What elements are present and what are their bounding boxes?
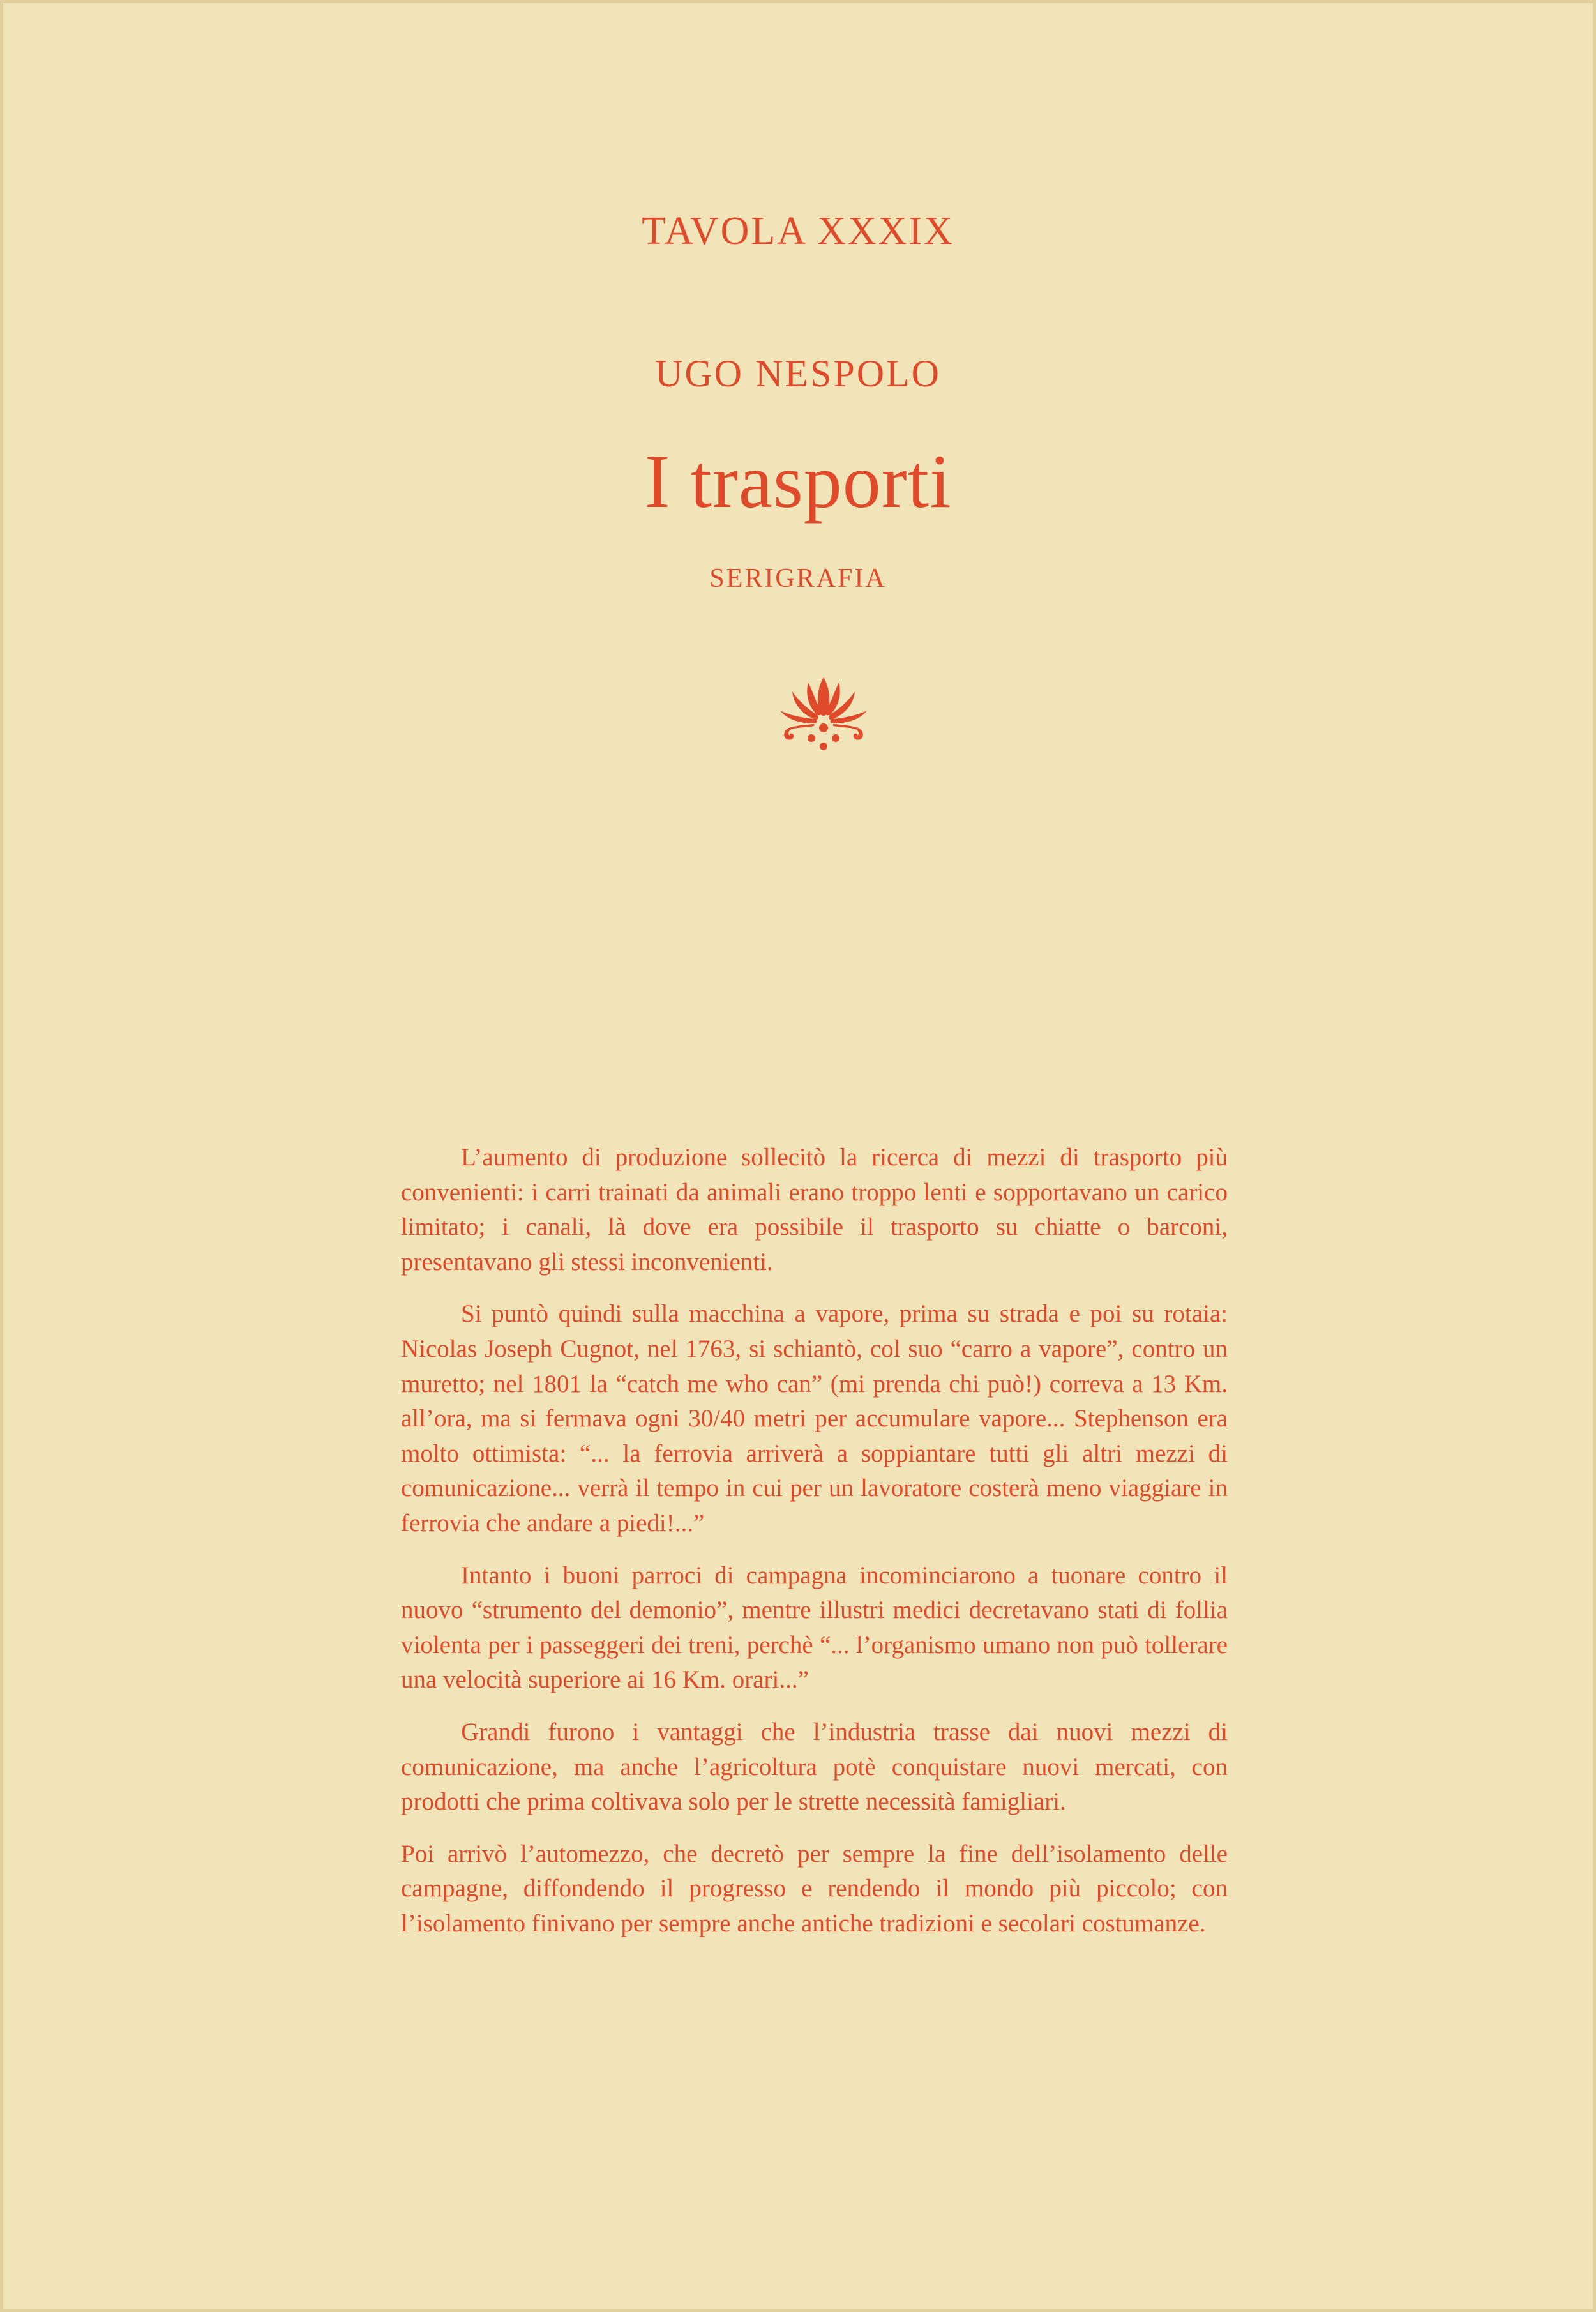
author-name: UGO NESPOLO [654,352,942,395]
paragraph: Grandi furono i vantaggi che l’industria trasse dai nuovi mezzi di comunicazione, ma anche l’agricoltura potè conquistare nuovi mercati, con prodotti che prima coltivava solo per le strette necessità famigliari. [401,1718,1228,1816]
palmette-icon [778,675,869,752]
paragraph: L’aumento di produzione sollecitò la ricerca di mezzi di trasporto più convenienti: i carri trainati da animali erano troppo lenti e sopportavano un carico limitato; i canali, là dove era possibile il trasporto su chiatte o barconi, presentavano gli stessi inconvenienti. [401,1144,1228,1276]
paragraph: Si puntò quindi sulla macchina a vapore, prima su strada e poi su rotaia: Nicolas Joseph Cugnot, nel 1763, si schiantò, col suo “carro a vapore”, contro un muretto; nel 1801 la “catch me who can” (mi prenda chi può!) correva a 13 Km. all’ora, ma si fermava ogni 30/40 metri per accumulare vapore... Stephenson era molto ottimista: “... la ferrovia arriverà a soppiantare tutti gli altri mezzi di comunicazione... verrà il tempo in cui per un lavoratore costerà meno viaggiare in ferrovia che andare a piedi!...” [401,1300,1228,1537]
body-text [401,1140,1228,1958]
plate-number: TAVOLA XXXIX [642,209,954,253]
technique-label: SERIGRAFIA [709,564,887,593]
paragraph: Poi arrivò l’automezzo, che decretò per sempre la fine dell’isolamento delle campagne, diffondendo il progresso e rendendo il mondo più piccolo; con l’isolamento finivano per sempre anche antiche tradizioni e secolari costumanze. [401,1840,1228,1937]
paragraph: Intanto i buoni parroci di campagna incominciarono a tuonare contro il nuovo “strumento del demonio”, mentre illustri medici decretavano stati di follia violenta per i passeggeri dei treni, perchè “... l’organismo umano non può tollerare una velocità superiore ai 16 Km. orari...” [401,1561,1228,1694]
artwork-title: I trasporti [644,439,952,524]
